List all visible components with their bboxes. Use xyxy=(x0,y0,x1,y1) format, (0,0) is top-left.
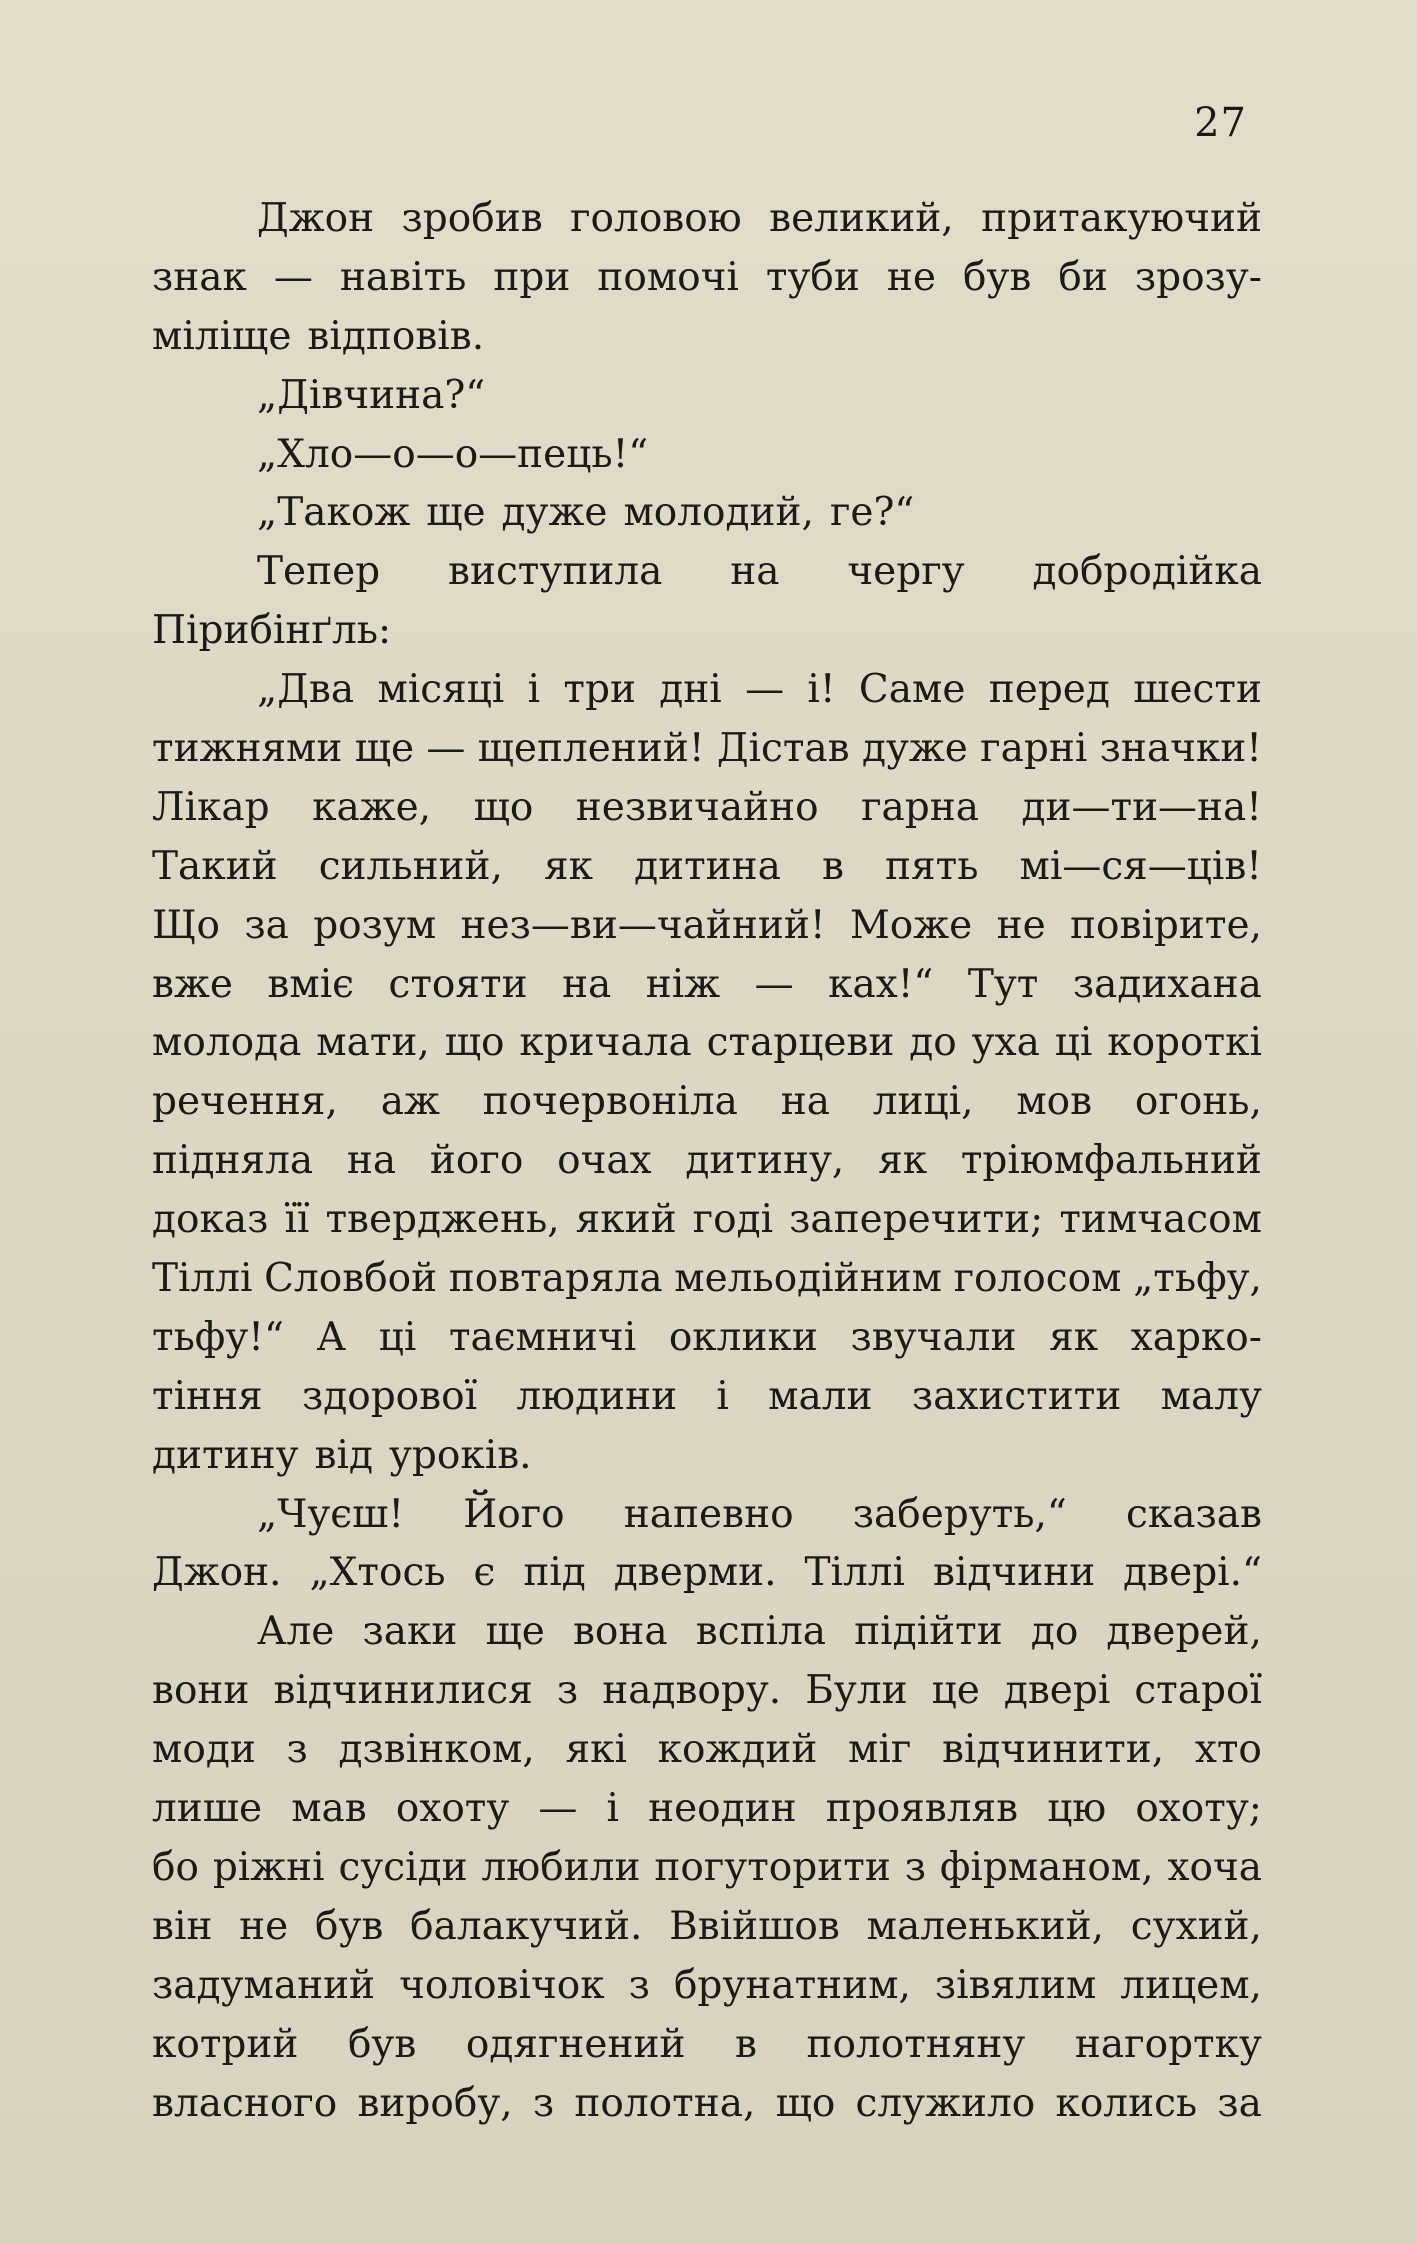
word: шести xyxy=(1133,667,1262,713)
word: „тьфу, xyxy=(1133,1256,1262,1302)
text-line xyxy=(152,1957,1262,2016)
word: очах xyxy=(557,1138,652,1184)
word: людини xyxy=(516,1373,678,1419)
word: туби xyxy=(765,254,860,300)
word: дуже xyxy=(501,490,608,536)
word: ди—ти—на! xyxy=(1021,784,1262,830)
word: чергу xyxy=(847,549,965,595)
word: чоловічок xyxy=(399,1962,605,2008)
word: пять xyxy=(885,843,979,889)
word: міліще xyxy=(152,313,292,359)
word: „Хло—о—о—пець!“ xyxy=(257,431,649,477)
word: відповів. xyxy=(307,313,485,359)
word: її xyxy=(284,1197,310,1243)
word: на xyxy=(730,549,780,595)
word: аж xyxy=(380,1079,440,1125)
word: кричала xyxy=(519,1020,692,1066)
word: би xyxy=(1058,254,1108,300)
word: підняла xyxy=(152,1138,314,1184)
word: заберуть,“ xyxy=(852,1491,1067,1537)
word: захистити xyxy=(911,1373,1122,1419)
word: Ввійшов xyxy=(669,1903,840,1949)
word: здорової xyxy=(301,1373,478,1419)
text-line xyxy=(152,543,1262,602)
word: це xyxy=(931,1668,980,1714)
text-line xyxy=(152,1309,1262,1368)
word: проявляв xyxy=(825,1786,1019,1832)
word: таємничі xyxy=(448,1314,637,1360)
word: був xyxy=(962,254,1032,300)
word: його xyxy=(429,1138,524,1184)
word: стояти xyxy=(388,961,528,1007)
word: відчинити, xyxy=(941,1727,1165,1773)
word: тимчасом xyxy=(1059,1197,1262,1243)
word: власного xyxy=(152,2080,338,2126)
word: вспіла xyxy=(695,1609,827,1655)
word: молода xyxy=(152,1020,302,1066)
word: три xyxy=(563,667,636,713)
text-line xyxy=(152,1839,1262,1898)
word: сильний, xyxy=(318,843,503,889)
word: погуторити xyxy=(654,1844,891,1890)
word: бо xyxy=(152,1844,199,1890)
word: „Хтось xyxy=(309,1550,446,1596)
word: з xyxy=(904,1844,926,1890)
word: великий, xyxy=(769,196,954,241)
text-line xyxy=(152,1427,1262,1486)
word: тріюмфальний xyxy=(960,1138,1262,1184)
word: з xyxy=(628,1962,650,2008)
word: лицем, xyxy=(1120,1962,1262,2008)
word: оклики xyxy=(668,1314,818,1360)
word: зрозу- xyxy=(1134,254,1262,300)
word: харко- xyxy=(1130,1314,1262,1360)
word: дитина xyxy=(634,843,781,889)
word: не xyxy=(996,902,1046,948)
word: охоту xyxy=(395,1786,510,1832)
text-line xyxy=(152,1486,1262,1545)
word: дверей, xyxy=(1106,1609,1262,1655)
word: який xyxy=(575,1197,677,1243)
word: місяці xyxy=(377,667,505,713)
word: з xyxy=(532,2080,555,2126)
word: малу xyxy=(1160,1373,1262,1419)
text-line xyxy=(152,1073,1262,1132)
word: на xyxy=(346,1138,397,1184)
word: годі xyxy=(692,1197,774,1243)
word: тверджень, xyxy=(325,1197,560,1243)
word: притакуючий xyxy=(981,196,1262,241)
word: дні xyxy=(659,667,722,713)
word: надвору. xyxy=(602,1668,782,1714)
word: що xyxy=(775,2080,836,2126)
word: короткі xyxy=(1107,1020,1262,1066)
text-line xyxy=(152,602,1262,661)
text-line xyxy=(152,249,1262,308)
word: мали xyxy=(768,1373,873,1419)
word: мов xyxy=(1016,1079,1093,1125)
word: вона xyxy=(572,1609,668,1655)
word: міг xyxy=(848,1727,912,1773)
word: навіть xyxy=(339,254,467,300)
text-line xyxy=(152,779,1262,838)
word: любили xyxy=(481,1844,641,1890)
word: брунатним, xyxy=(673,1962,911,2008)
word: задуманий xyxy=(152,1962,376,2008)
word: підійти xyxy=(854,1609,1003,1655)
word: кождий xyxy=(657,1727,818,1773)
word: Тіллі xyxy=(152,1256,253,1302)
text-line xyxy=(152,190,1262,249)
text-line xyxy=(152,1603,1262,1662)
word: Були xyxy=(805,1668,908,1714)
text-line xyxy=(152,1132,1262,1191)
text-line xyxy=(152,956,1262,1015)
word: Дістав xyxy=(716,726,850,772)
word: тижнями xyxy=(152,726,343,772)
word: повірите, xyxy=(1070,902,1262,948)
word: Що xyxy=(152,902,220,948)
word: сусіди xyxy=(338,1844,468,1890)
word: що xyxy=(473,784,534,830)
word: в xyxy=(735,2021,757,2067)
word: він xyxy=(152,1903,213,1949)
text-line xyxy=(152,1544,1262,1603)
word: з xyxy=(556,1668,579,1714)
word: ці xyxy=(378,1314,417,1360)
text-line xyxy=(152,1662,1262,1721)
word: гарна xyxy=(861,784,979,830)
word: нез—ви—чайний! xyxy=(460,902,826,948)
word: помочі xyxy=(597,254,739,300)
word: на xyxy=(562,961,612,1007)
word: вже xyxy=(152,961,233,1007)
word: Словбой xyxy=(264,1256,438,1302)
word: Може xyxy=(849,902,973,948)
word: задихана xyxy=(1072,961,1262,1007)
word: ге?“ xyxy=(829,490,915,536)
word: мі—ся—ців! xyxy=(1019,843,1262,889)
word: сухий, xyxy=(1130,1903,1262,1949)
text-line xyxy=(152,897,1262,956)
word: сказав xyxy=(1126,1491,1262,1537)
word: до xyxy=(1030,1609,1079,1655)
word: каже, xyxy=(312,784,432,830)
word: до xyxy=(909,1020,957,1066)
word: відчини xyxy=(932,1550,1096,1596)
text-line xyxy=(152,2016,1262,2075)
word: служило xyxy=(855,2080,1036,2126)
text-line xyxy=(152,1780,1262,1839)
word: моди xyxy=(152,1727,256,1773)
word: гарні xyxy=(980,726,1088,772)
word: звучали xyxy=(850,1314,1017,1360)
word: добродійка xyxy=(1032,549,1262,595)
word: двері xyxy=(1003,1668,1111,1714)
word: фірманом, xyxy=(939,1844,1154,1890)
word: почервоніла xyxy=(482,1079,738,1125)
word: дитину, xyxy=(685,1138,845,1184)
word: незвичайно xyxy=(575,784,819,830)
word: зівялим xyxy=(934,1962,1097,2008)
word: Пірибінґль: xyxy=(152,608,392,654)
text-line xyxy=(152,367,1262,426)
word: тіння xyxy=(152,1373,263,1419)
word: знак xyxy=(152,254,247,300)
word: мав xyxy=(291,1786,367,1832)
word: ще xyxy=(426,490,486,536)
word: Джон. xyxy=(152,1550,282,1596)
word: котрий xyxy=(152,2021,299,2067)
text-line xyxy=(152,1014,1262,1073)
word: які xyxy=(565,1727,627,1773)
word: тьфу!“ xyxy=(152,1314,284,1360)
text-line xyxy=(152,1250,1262,1309)
word: — xyxy=(273,254,313,300)
word: при xyxy=(493,254,571,300)
word: Його xyxy=(463,1491,565,1537)
word: перед xyxy=(988,667,1110,713)
word: був xyxy=(347,2021,417,2067)
text-line xyxy=(152,308,1262,367)
word: як xyxy=(544,843,594,889)
word: колись xyxy=(1055,2080,1198,2126)
text-line xyxy=(152,1721,1262,1780)
word: ще xyxy=(354,726,415,772)
word: і xyxy=(606,1786,619,1832)
word: голосом xyxy=(953,1256,1122,1302)
word: під xyxy=(523,1550,586,1596)
word: Лікар xyxy=(152,784,270,830)
word: неодин xyxy=(648,1786,797,1832)
word: дуже xyxy=(861,726,968,772)
word: — xyxy=(754,961,794,1007)
word: доказ xyxy=(152,1197,269,1243)
word: маленький, xyxy=(866,1903,1105,1949)
word: „Чуєш! xyxy=(257,1491,405,1537)
word: Такий xyxy=(152,843,278,889)
word: речення, xyxy=(152,1079,338,1125)
word: Тут xyxy=(967,961,1039,1007)
word: старої xyxy=(1134,1668,1262,1714)
word: головою xyxy=(570,196,742,241)
text-line xyxy=(152,1898,1262,1957)
word: мельодійним xyxy=(674,1256,942,1302)
word: Саме xyxy=(858,667,966,713)
word: зробив xyxy=(401,196,543,241)
word: повтаряла xyxy=(448,1256,663,1302)
word: і xyxy=(716,1373,729,1419)
word: ніж xyxy=(645,961,721,1007)
word: дзвінком, xyxy=(338,1727,535,1773)
word: цю xyxy=(1047,1786,1107,1832)
word: старцеви xyxy=(706,1020,895,1066)
word: хоча xyxy=(1167,1844,1262,1890)
word: на xyxy=(780,1079,830,1125)
word: як xyxy=(1049,1314,1099,1360)
word: Тіллі xyxy=(804,1550,906,1596)
word: ках!“ xyxy=(828,961,934,1007)
word: не xyxy=(886,254,936,300)
word: одягнений xyxy=(465,2021,686,2067)
text-line xyxy=(152,661,1262,720)
word: ці xyxy=(1054,1020,1093,1066)
word: полотняну xyxy=(806,2021,1026,2067)
word: балакучий. xyxy=(410,1903,643,1949)
word: лиці, xyxy=(872,1079,974,1125)
word: ще xyxy=(485,1609,545,1655)
word: „Також xyxy=(257,490,411,536)
text-line xyxy=(152,1191,1262,1250)
word: „Дівчина?“ xyxy=(257,372,486,418)
word: заки xyxy=(362,1609,458,1655)
word: є xyxy=(473,1550,496,1596)
word: розум xyxy=(313,902,437,948)
word: Джон xyxy=(257,196,375,241)
word: як xyxy=(878,1138,928,1184)
word: молодий, xyxy=(623,490,814,536)
word: уха xyxy=(971,1020,1040,1066)
body-text xyxy=(152,190,1262,2133)
word: — xyxy=(745,667,785,713)
word: дитину xyxy=(152,1432,299,1478)
word: „Два xyxy=(257,667,355,713)
word: А xyxy=(316,1314,347,1360)
text-line xyxy=(152,1368,1262,1427)
page-number: 27 xyxy=(1194,100,1247,146)
word: не xyxy=(239,1903,289,1949)
word: з xyxy=(286,1727,308,1773)
word: двері.“ xyxy=(1123,1550,1262,1596)
word: вони xyxy=(152,1668,250,1714)
word: за xyxy=(244,902,289,948)
word: виступила xyxy=(448,549,663,595)
word: хто xyxy=(1194,1727,1262,1773)
word: дверми. xyxy=(613,1550,777,1596)
word: ріжні xyxy=(212,1844,325,1890)
word: напевно xyxy=(623,1491,794,1537)
word: Тепер xyxy=(257,549,381,595)
text-line xyxy=(152,426,1262,485)
word: уроків. xyxy=(388,1432,532,1478)
text-line xyxy=(152,838,1262,897)
word: Але xyxy=(257,1609,335,1655)
word: — xyxy=(538,1786,578,1832)
word: виробу, xyxy=(357,2080,513,2126)
word: що xyxy=(444,1020,505,1066)
word: від xyxy=(314,1432,373,1478)
word: огонь, xyxy=(1134,1079,1262,1125)
word: охоту; xyxy=(1135,1786,1262,1832)
word: полотна, xyxy=(574,2080,756,2126)
word: і! xyxy=(807,667,836,713)
word: — xyxy=(426,726,466,772)
word: нагортку xyxy=(1074,2021,1262,2067)
word: лише xyxy=(152,1786,263,1832)
word: щеплений! xyxy=(477,726,705,772)
text-line xyxy=(152,2075,1262,2134)
word: за xyxy=(1217,2080,1262,2126)
word: вміє xyxy=(267,961,355,1007)
word: і xyxy=(527,667,541,713)
word: заперечити; xyxy=(789,1197,1044,1243)
word: був xyxy=(314,1903,384,1949)
word: відчинилися xyxy=(273,1668,533,1714)
word: в xyxy=(822,843,844,889)
word: мати, xyxy=(316,1020,430,1066)
word: значки! xyxy=(1099,726,1262,772)
text-line xyxy=(152,720,1262,779)
text-line xyxy=(152,484,1262,543)
